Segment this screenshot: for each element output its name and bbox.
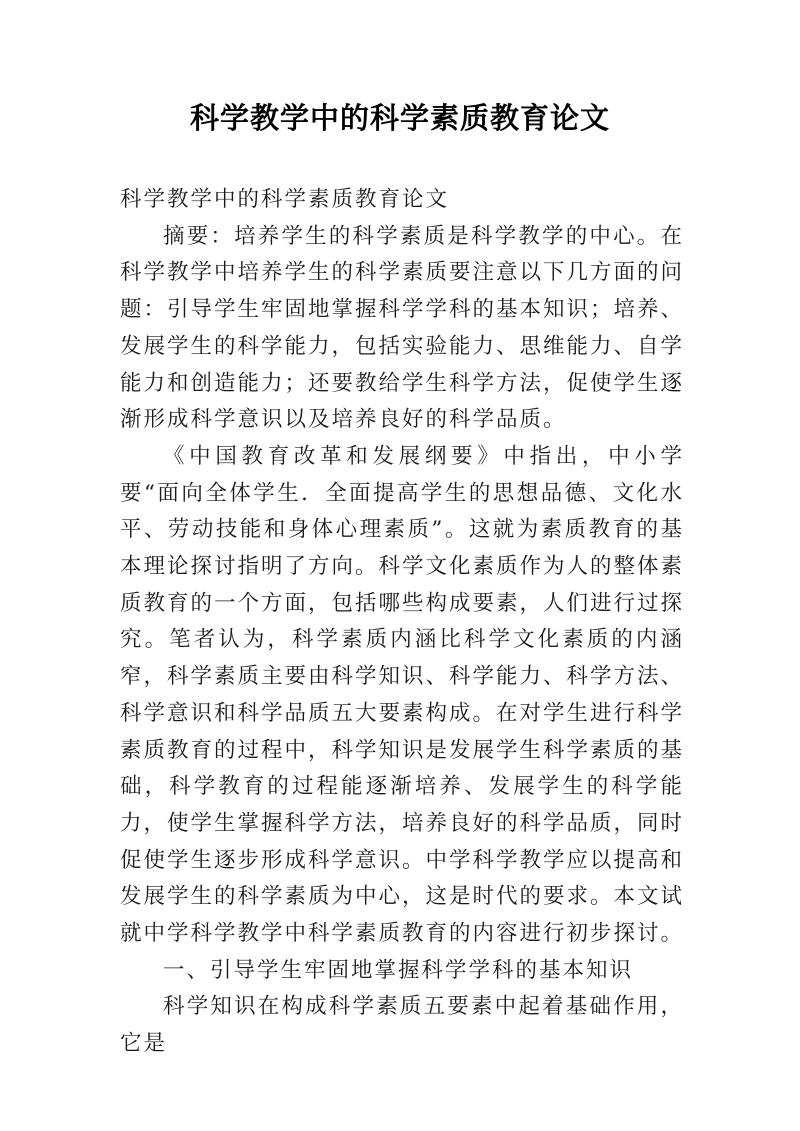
section-paragraph: 科学知识在构成科学素质五要素中起着基础作用，它是 [120,994,684,1057]
abstract-paragraph: 摘要：培养学生的科学素质是科学教学的中心。在科学教学中培养学生的科学素质要注意以下几方面的问题：引导学生牢固地掌握科学学科的基本知识；培养、发展学生的科学能力，包括实验能力、思维能力、自学能力和创造能力；还要教给学生科学方法，促使学生逐渐形成科学意识以及培养良好的科学品质。 [120,223,685,433]
intro-paragraph: 《中国教育改革和发展纲要》中指出，中小学要“面向全体学生．全面提高学生的思想品德、文化水平、劳动技能和身体心理素质”。这就为素质教育的基本理论探讨指明了方向。科学文化素质作为人的整体素质教育的一个方面，包括哪些构成要素，人们进行过探究。笔者认为，科学素质内涵比科学文化素质的内涵窄，科学素质主要由科学知识、科学能力、科学方法、科学意识和科学品质五大要素构成。在对学生进行科学素质教育的过程中，科学知识是发展学生科学素质的基础，科学教育的过程能逐渐培养、发展学生的科学能力，使学生掌握科学方法，培养良好的科学品质，同时促使学生逐步形成科学意识。中学科学教学应以提高和发展学生的科学素质为中心，这是时代的要求。本文试就中学科学教学中科学素质教育的内容进行初步探讨。 [120,443,685,947]
document-title: 科学教学中的科学素质教育论文 [189,101,610,135]
subtitle-paragraph: 科学教学中的科学素质教育论文 [120,187,450,212]
document-body [120,182,684,1063]
section-heading: 一、引导学生牢固地掌握科学学科的基本知识 [163,957,634,983]
